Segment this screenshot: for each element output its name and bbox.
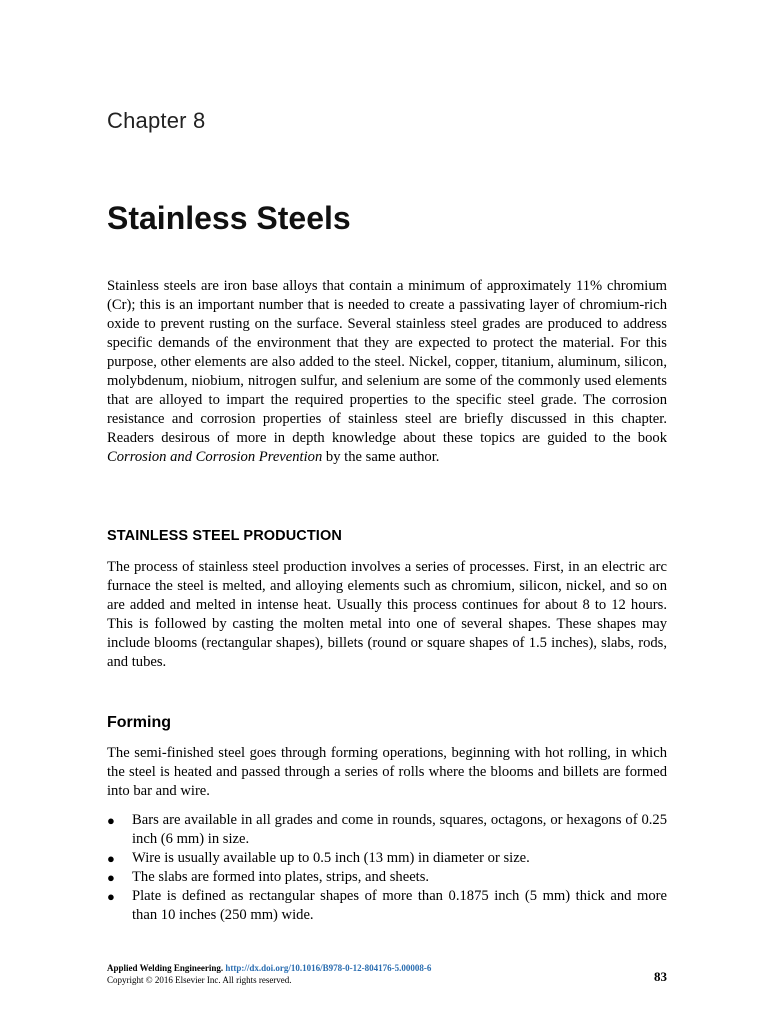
list-item (107, 849, 667, 868)
bullet-icon: ● (107, 813, 115, 828)
page-footer (107, 962, 667, 986)
bullet-icon: ● (107, 889, 115, 904)
referenced-book-title: Corrosion and Corrosion Prevention (107, 449, 323, 465)
bullet-icon: ● (107, 851, 115, 866)
list-item-text: Bars are available in all grades and come in rounds, squares, octagons, or hexagons of 0.25 inch (6 mm) in size. (132, 812, 667, 847)
intro-paragraph (107, 277, 667, 467)
copyright-line: Copyright © 2016 Elsevier Inc. All rights reserved. (107, 975, 292, 985)
bullet-icon: ● (107, 870, 115, 885)
list-item (107, 868, 667, 887)
intro-text-end: by the same author. (322, 449, 440, 465)
footer-book-title: Applied Welding Engineering. (107, 963, 224, 973)
intro-text-start: Stainless steels are iron base alloys that contain a minimum of approximately 11% chromium (Cr); this is an important number that is needed to create a passivating layer of chromium-rich oxide to prevent rusting on the surface. Several stainless steel grades are produced to address specific demands of the environment that they are expected to protect the material. For this purpose, other elements are also added to the steel. Nickel, copper, titanium, aluminum, silicon, molybdenum, niobium, nitrogen sulfur, and selenium are some of the commonly used elements that are alloyed to impart the required properties to the specific steel grade. The corrosion resistance and corrosion properties of stainless steel are briefly discussed in this chapter. Readers desirous of more in depth knowledge about these topics are guided to the book (107, 278, 667, 446)
section-heading-production: STAINLESS STEEL PRODUCTION (107, 528, 342, 544)
list-item-text: Wire is usually available up to 0.5 inch (13 mm) in diameter or size. (132, 850, 530, 866)
chapter-label: Chapter 8 (107, 108, 206, 133)
forming-paragraph: The semi-finished steel goes through forming operations, beginning with hot rolling, in which the steel is heated and passed through a series of rolls where the blooms and billets are formed into bar and wire. (107, 745, 667, 799)
list-item (107, 887, 667, 925)
list-item-text: The slabs are formed into plates, strips, and sheets. (132, 869, 430, 885)
list-item-text: Plate is defined as rectangular shapes of more than 0.1875 inch (5 mm) thick and more than 10 inches (250 mm) wide. (132, 888, 667, 923)
forming-bullet-list (107, 811, 667, 925)
citation-line (107, 962, 667, 974)
page-number: 83 (654, 969, 667, 984)
subsection-heading-forming: Forming (107, 714, 171, 731)
list-item (107, 811, 667, 849)
document-page (107, 0, 667, 1024)
production-paragraph: The process of stainless steel production involves a series of processes. First, in an electric arc furnace the steel is melted, and alloying elements such as chromium, silicon, nickel, and so on are added and melted in intense heat. Usually this process continues for about 8 to 12 hours. This is followed by casting the molten metal into one of several shapes. These shapes may include blooms (rectangular shapes), billets (round or square shapes of 1.5 inches), slabs, rods, and tubes. (107, 559, 667, 670)
doi-link[interactable]: http://dx.doi.org/10.1016/B978-0-12-804176-5.00008-6 (225, 963, 432, 973)
chapter-title: Stainless Steels (107, 200, 351, 236)
